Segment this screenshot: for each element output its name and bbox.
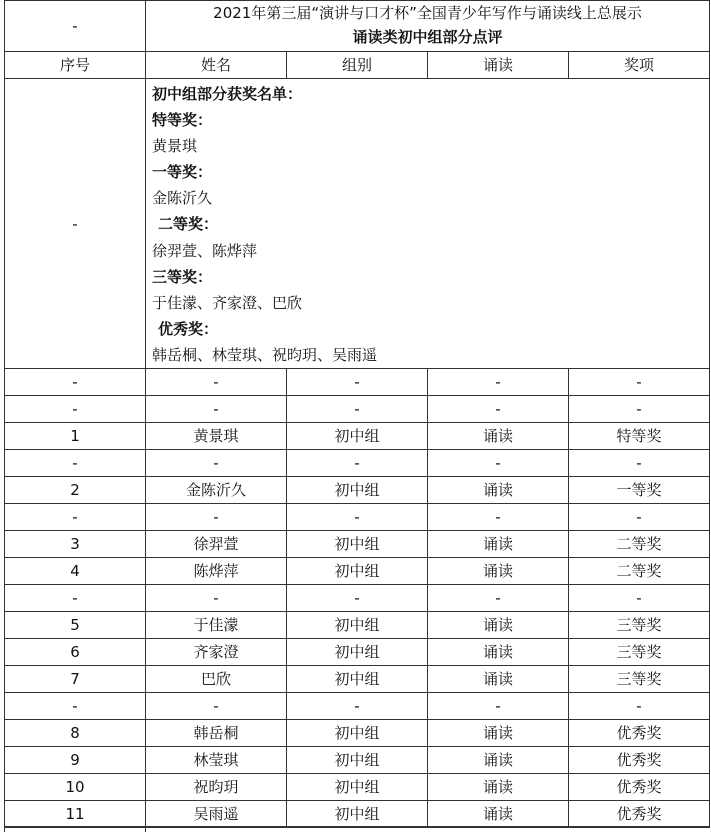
- table-row: [5, 477, 710, 504]
- summary-dash-cell: -: [5, 79, 146, 369]
- table-row: [5, 801, 710, 828]
- column-header-name: 姓名: [146, 52, 287, 79]
- column-header-group: 组别: [287, 52, 428, 79]
- row-category-cell: 诵读: [428, 558, 569, 585]
- row-award-cell: 优秀奖: [569, 720, 710, 747]
- column-header-index: 序号: [5, 52, 146, 79]
- title-row: [5, 1, 710, 52]
- row-award-cell: 三等奖: [569, 612, 710, 639]
- row-award-cell: -: [569, 693, 710, 720]
- row-award-cell: -: [569, 450, 710, 477]
- page-title: 2021年第三届“演讲与口才杯”全国青少年写作与诵读线上总展示: [213, 4, 642, 22]
- row-category-cell: -: [428, 396, 569, 423]
- row-name-cell: -: [146, 693, 287, 720]
- row-category-cell: -: [428, 450, 569, 477]
- row-name-cell: 林莹琪: [146, 747, 287, 774]
- row-category-cell: 诵读: [428, 720, 569, 747]
- row-index-cell: -: [5, 396, 146, 423]
- row-award-cell: -: [569, 585, 710, 612]
- row-category-cell: 诵读: [428, 801, 569, 828]
- table-row: [5, 396, 710, 423]
- row-name-cell: -: [146, 369, 287, 396]
- row-category-cell: -: [428, 504, 569, 531]
- row-group-cell: -: [287, 450, 428, 477]
- row-index-cell: 4: [5, 558, 146, 585]
- row-award-cell: 三等奖: [569, 666, 710, 693]
- row-award-cell: 优秀奖: [569, 774, 710, 801]
- page-subtitle: 诵读类初中组部分点评: [352, 28, 503, 46]
- row-award-cell: -: [569, 504, 710, 531]
- title-cell: [146, 1, 710, 52]
- row-index-cell: 5: [5, 612, 146, 639]
- row-name-cell: -: [146, 585, 287, 612]
- row-group-cell: -: [287, 369, 428, 396]
- row-group-cell: -: [287, 504, 428, 531]
- row-group-cell: 初中组: [287, 531, 428, 558]
- row-category-cell: 诵读: [428, 477, 569, 504]
- row-category-cell: 诵读: [428, 639, 569, 666]
- row-index-cell: -: [5, 504, 146, 531]
- table-row: [5, 774, 710, 801]
- table-row: [5, 558, 710, 585]
- summary-row: [5, 79, 710, 369]
- table-row: [5, 423, 710, 450]
- award-label-special: 特等奖：: [152, 111, 213, 130]
- row-category-cell: 诵读: [428, 666, 569, 693]
- table-row: [5, 450, 710, 477]
- award-names-merit: 韩岳桐、林莹琪、祝昀玥、吴雨遥: [152, 345, 378, 364]
- row-name-cell: 徐羿萱: [146, 531, 287, 558]
- row-name-cell: -: [146, 450, 287, 477]
- row-category-cell: -: [428, 693, 569, 720]
- row-group-cell: 初中组: [287, 612, 428, 639]
- row-award-cell: -: [569, 396, 710, 423]
- summary-cell: [146, 79, 710, 369]
- table-row: [5, 747, 710, 774]
- row-category-cell: -: [428, 585, 569, 612]
- row-name-cell: -: [146, 504, 287, 531]
- row-group-cell: 初中组: [287, 423, 428, 450]
- table-row: [5, 612, 710, 639]
- row-index-cell: 8: [5, 720, 146, 747]
- row-group-cell: 初中组: [287, 639, 428, 666]
- row-index-cell: 10: [5, 774, 146, 801]
- award-names-first: 金陈沂久: [152, 189, 213, 208]
- table-row: [5, 531, 710, 558]
- row-category-cell: 诵读: [428, 612, 569, 639]
- row-award-cell: 二等奖: [569, 531, 710, 558]
- row-award-cell: 一等奖: [569, 477, 710, 504]
- table-row: [5, 639, 710, 666]
- row-category-cell: -: [428, 369, 569, 396]
- row-index-cell: 11: [5, 801, 146, 828]
- summary-heading: 初中组部分获奖名单：: [152, 85, 303, 103]
- row-index-cell: 6: [5, 639, 146, 666]
- row-name-cell: 于佳濛: [146, 612, 287, 639]
- title-dash-cell: -: [5, 1, 146, 52]
- row-index-cell: 1: [5, 423, 146, 450]
- award-label-third: 三等奖：: [152, 267, 213, 286]
- award-label-second: 二等奖：: [158, 215, 219, 234]
- row-group-cell: -: [287, 585, 428, 612]
- row-index-cell: 7: [5, 666, 146, 693]
- award-label-merit: 优秀奖：: [158, 319, 219, 338]
- row-name-cell: 巴欣: [146, 666, 287, 693]
- table-row: [5, 585, 710, 612]
- row-group-cell: 初中组: [287, 558, 428, 585]
- row-name-cell: 陈烨萍: [146, 558, 287, 585]
- row-name-cell: -: [146, 396, 287, 423]
- row-group-cell: -: [287, 693, 428, 720]
- row-name-cell: 韩岳桐: [146, 720, 287, 747]
- row-group-cell: 初中组: [287, 747, 428, 774]
- column-header-award: 奖项: [569, 52, 710, 79]
- column-header-row: [5, 52, 710, 79]
- row-category-cell: 诵读: [428, 774, 569, 801]
- row-group-cell: 初中组: [287, 801, 428, 828]
- row-award-cell: 二等奖: [569, 558, 710, 585]
- table-bottom-edge: [4, 826, 709, 832]
- table-row: [5, 666, 710, 693]
- row-index-cell: -: [5, 585, 146, 612]
- row-group-cell: -: [287, 396, 428, 423]
- row-category-cell: 诵读: [428, 531, 569, 558]
- row-award-cell: 优秀奖: [569, 747, 710, 774]
- row-award-cell: 优秀奖: [569, 801, 710, 828]
- row-group-cell: 初中组: [287, 720, 428, 747]
- row-name-cell: 吴雨遥: [146, 801, 287, 828]
- row-index-cell: 3: [5, 531, 146, 558]
- table-row: [5, 504, 710, 531]
- results-table: [4, 0, 710, 828]
- row-index-cell: 9: [5, 747, 146, 774]
- row-group-cell: 初中组: [287, 477, 428, 504]
- row-index-cell: 2: [5, 477, 146, 504]
- table-row: [5, 693, 710, 720]
- award-names-special: 黄景琪: [152, 137, 198, 156]
- column-header-category: 诵读: [428, 52, 569, 79]
- row-award-cell: 特等奖: [569, 423, 710, 450]
- row-award-cell: 三等奖: [569, 639, 710, 666]
- row-index-cell: -: [5, 693, 146, 720]
- row-group-cell: 初中组: [287, 666, 428, 693]
- row-name-cell: 金陈沂久: [146, 477, 287, 504]
- award-names-second: 徐羿萱、陈烨萍: [152, 241, 258, 260]
- award-names-third: 于佳濛、齐家澄、巴欣: [152, 293, 303, 312]
- row-award-cell: -: [569, 369, 710, 396]
- row-name-cell: 祝昀玥: [146, 774, 287, 801]
- row-category-cell: 诵读: [428, 423, 569, 450]
- row-index-cell: -: [5, 369, 146, 396]
- row-category-cell: 诵读: [428, 747, 569, 774]
- row-name-cell: 齐家澄: [146, 639, 287, 666]
- row-index-cell: -: [5, 450, 146, 477]
- award-label-first: 一等奖：: [152, 163, 213, 182]
- table-row: [5, 720, 710, 747]
- row-name-cell: 黄景琪: [146, 423, 287, 450]
- row-group-cell: 初中组: [287, 774, 428, 801]
- table-row: [5, 369, 710, 396]
